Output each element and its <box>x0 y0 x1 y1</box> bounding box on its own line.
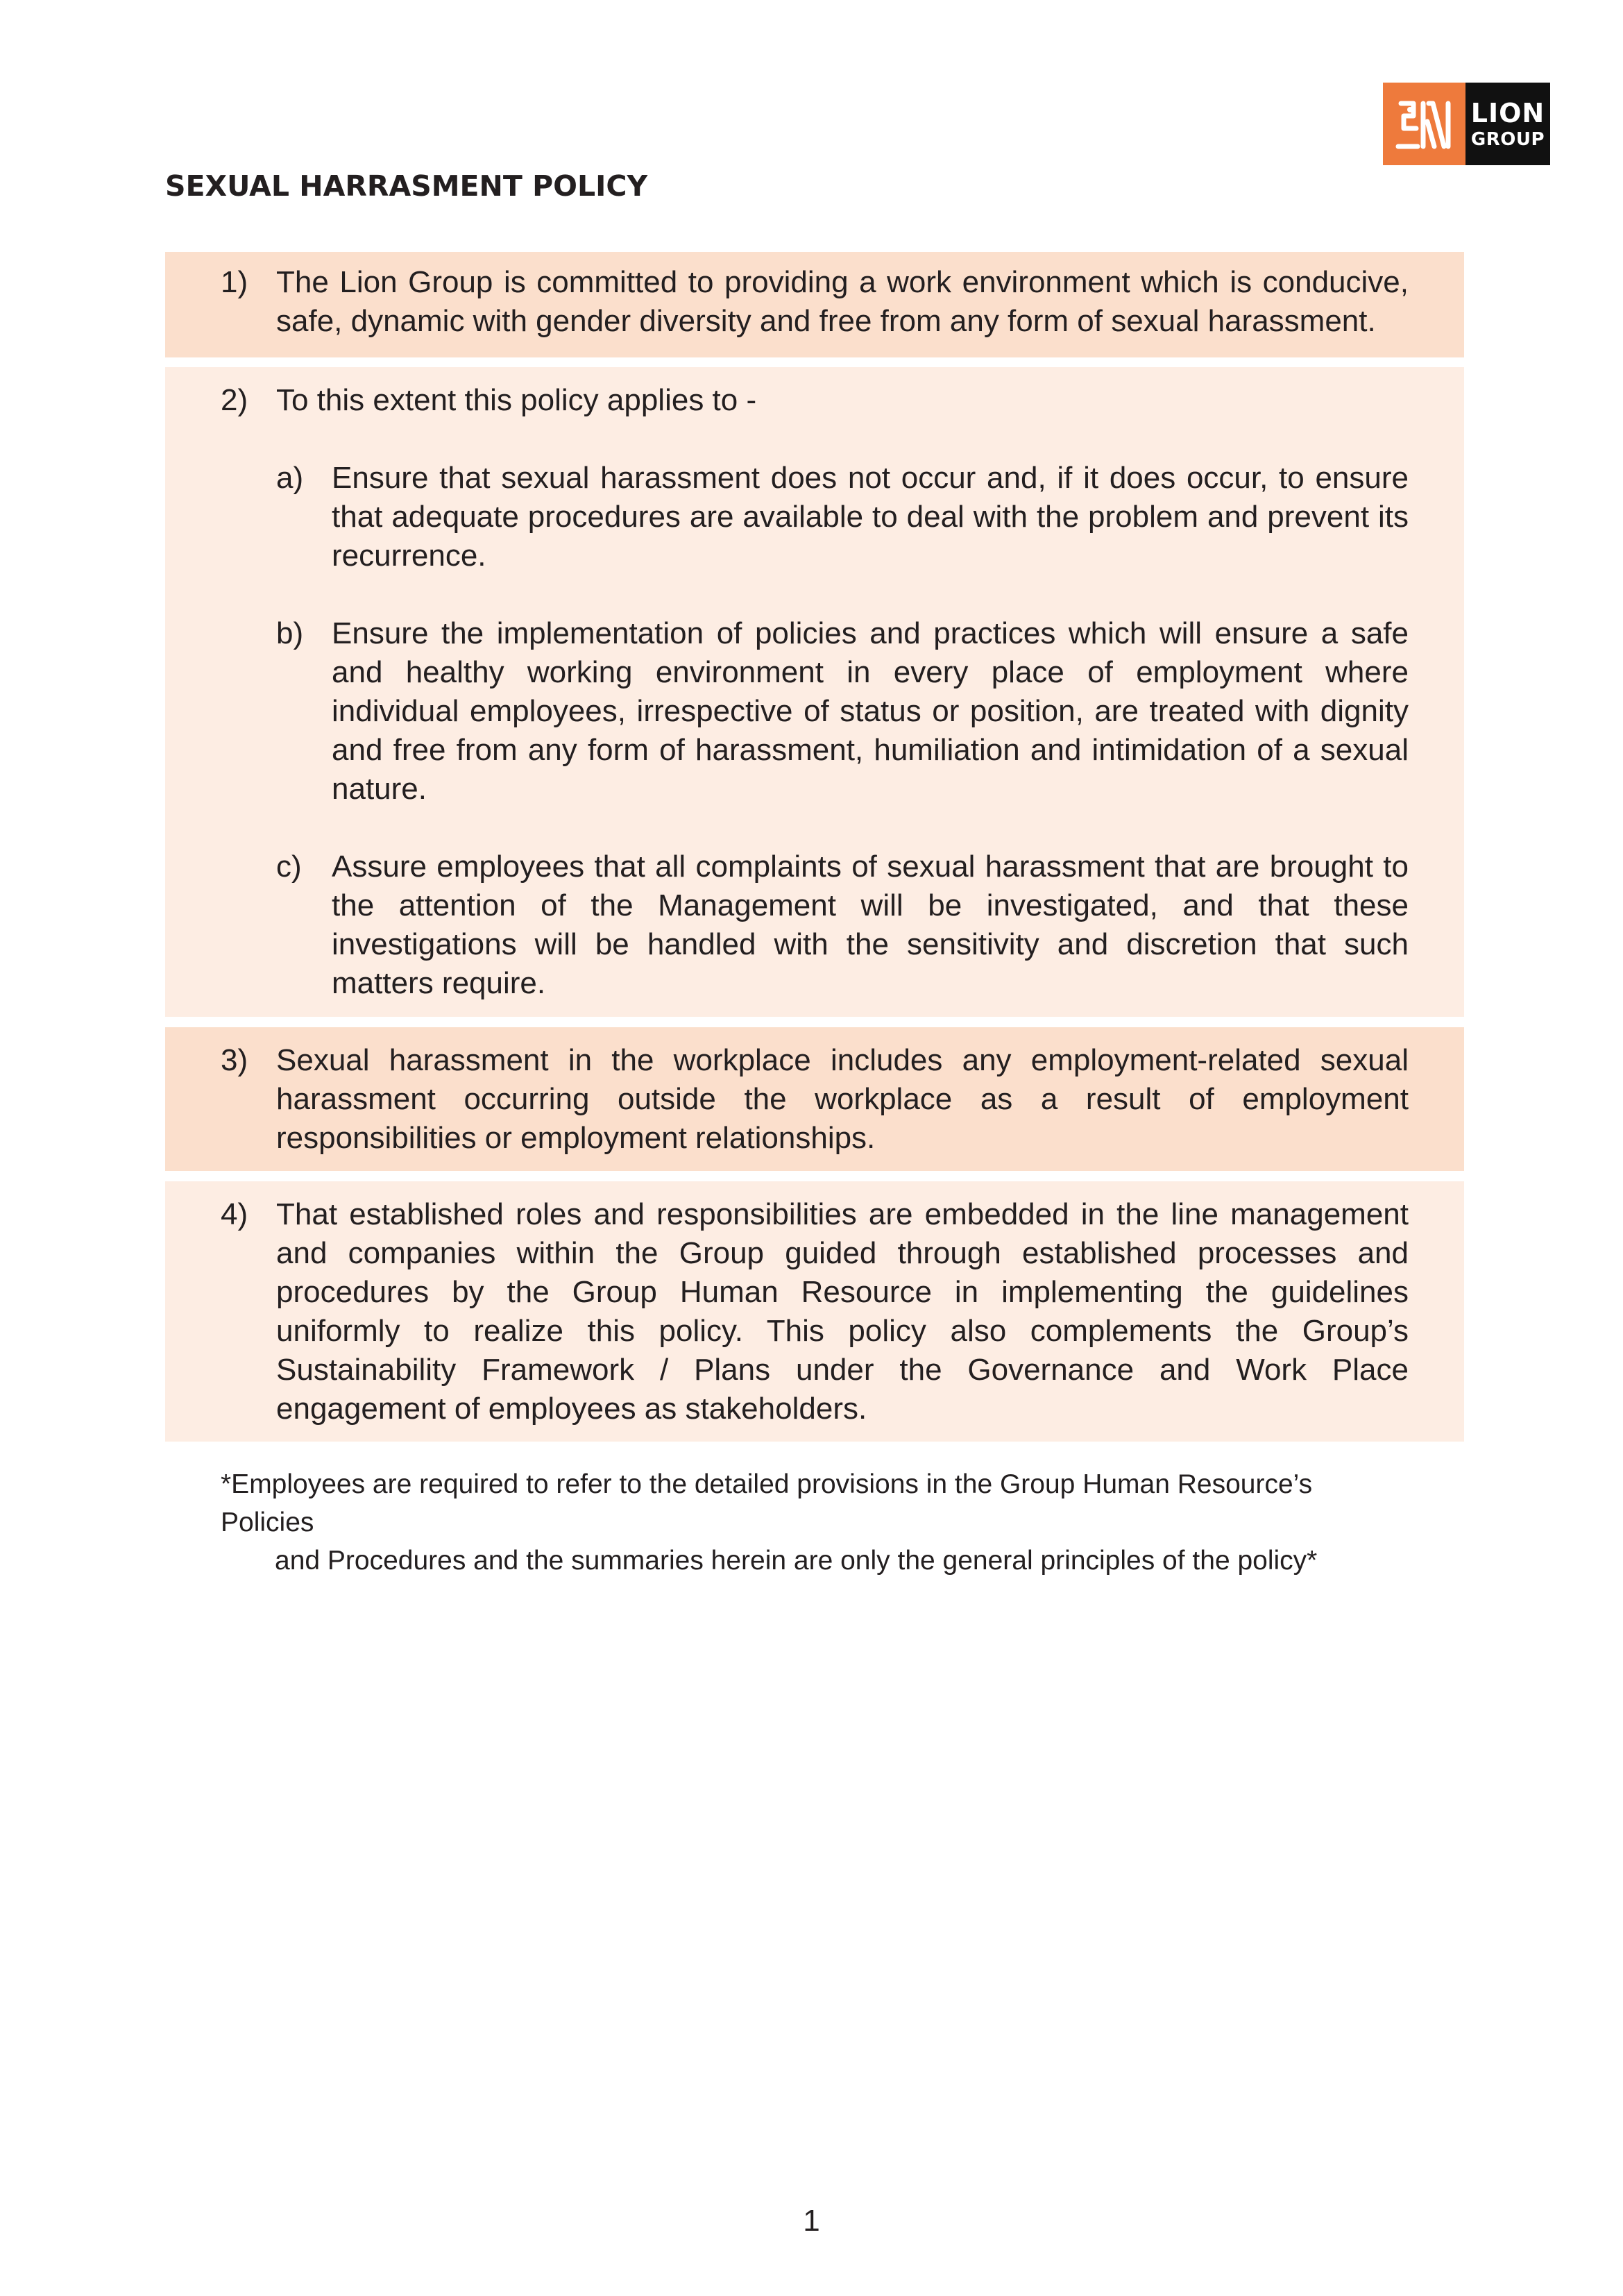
sub-item-c <box>276 847 1409 1003</box>
item-text: To this extent this policy applies to - <box>276 383 757 417</box>
item-number: 3) <box>221 1043 248 1077</box>
page-title: SEXUAL HARRASMENT POLICY <box>165 169 648 203</box>
item-number: 1) <box>221 265 248 299</box>
item-number: 4) <box>221 1197 248 1231</box>
logo-wordmark <box>1465 83 1550 165</box>
policy-item-3 <box>165 1027 1464 1171</box>
lion-group-logo <box>1383 83 1550 165</box>
sub-item-number: c) <box>276 850 302 884</box>
sub-item-number: a) <box>276 461 304 495</box>
footnote-line-2: and Procedures and the summaries herein are only the general principles of the policy* <box>275 1546 1318 1576</box>
footnote <box>221 1465 1409 1580</box>
sub-item-a <box>276 459 1409 575</box>
sub-item-text: Ensure that sexual harassment does not occur and, if it does occur, to ensure that adequate procedures are available to deal with the problem and prevent its recurrence. <box>332 461 1409 573</box>
sub-item-text: Ensure the implementation of policies and practices which will ensure a safe and healthy working environment in every place of employment where individual employees, irrespective of status or position, are treated with dignity and free from any form of harassment, humiliation and intimidation of a sexual nature. <box>332 616 1409 806</box>
logo-line-group: GROUP <box>1470 128 1545 150</box>
policy-item-2 <box>165 367 1464 1017</box>
policy-item-1 <box>165 252 1464 357</box>
item-text: Sexual harassment in the workplace includes any employment-related sexual harassment occurring outside the workplace as a result of employment responsibilities or employment relationships. <box>276 1043 1409 1155</box>
sub-item-b <box>276 614 1409 809</box>
sub-item-text: Assure employees that all complaints of sexual harassment that are brought to the attention of the Management will be investigated, and that these investigations will be handled with the sensitivity and discretion that such matters require. <box>332 850 1409 1000</box>
item-number: 2) <box>221 383 248 417</box>
lion-logo-icon <box>1383 83 1465 165</box>
footnote-line-1: *Employees are required to refer to the detailed provisions in the Group Human Resource’s Policies <box>221 1469 1313 1537</box>
logo-line-lion: LION <box>1470 97 1545 128</box>
item-text: That established roles and responsibilities are embedded in the line management and companies within the Group guided through established processes and procedures by the Group Human Resource in implementing the guidelines uniformly to realize this policy. This policy also complements the Group’s Sustainability Framework / Plans under the Governance and Work Place engagement of employees as stakeholders. <box>276 1197 1409 1426</box>
policy-item-4 <box>165 1181 1464 1442</box>
page-number: 1 <box>803 2204 820 2238</box>
item-text: The Lion Group is committed to providing a work environment which is conducive, safe, dynamic with gender diversity and free from any form of sexual harassment. <box>276 265 1409 338</box>
sub-item-number: b) <box>276 616 304 650</box>
